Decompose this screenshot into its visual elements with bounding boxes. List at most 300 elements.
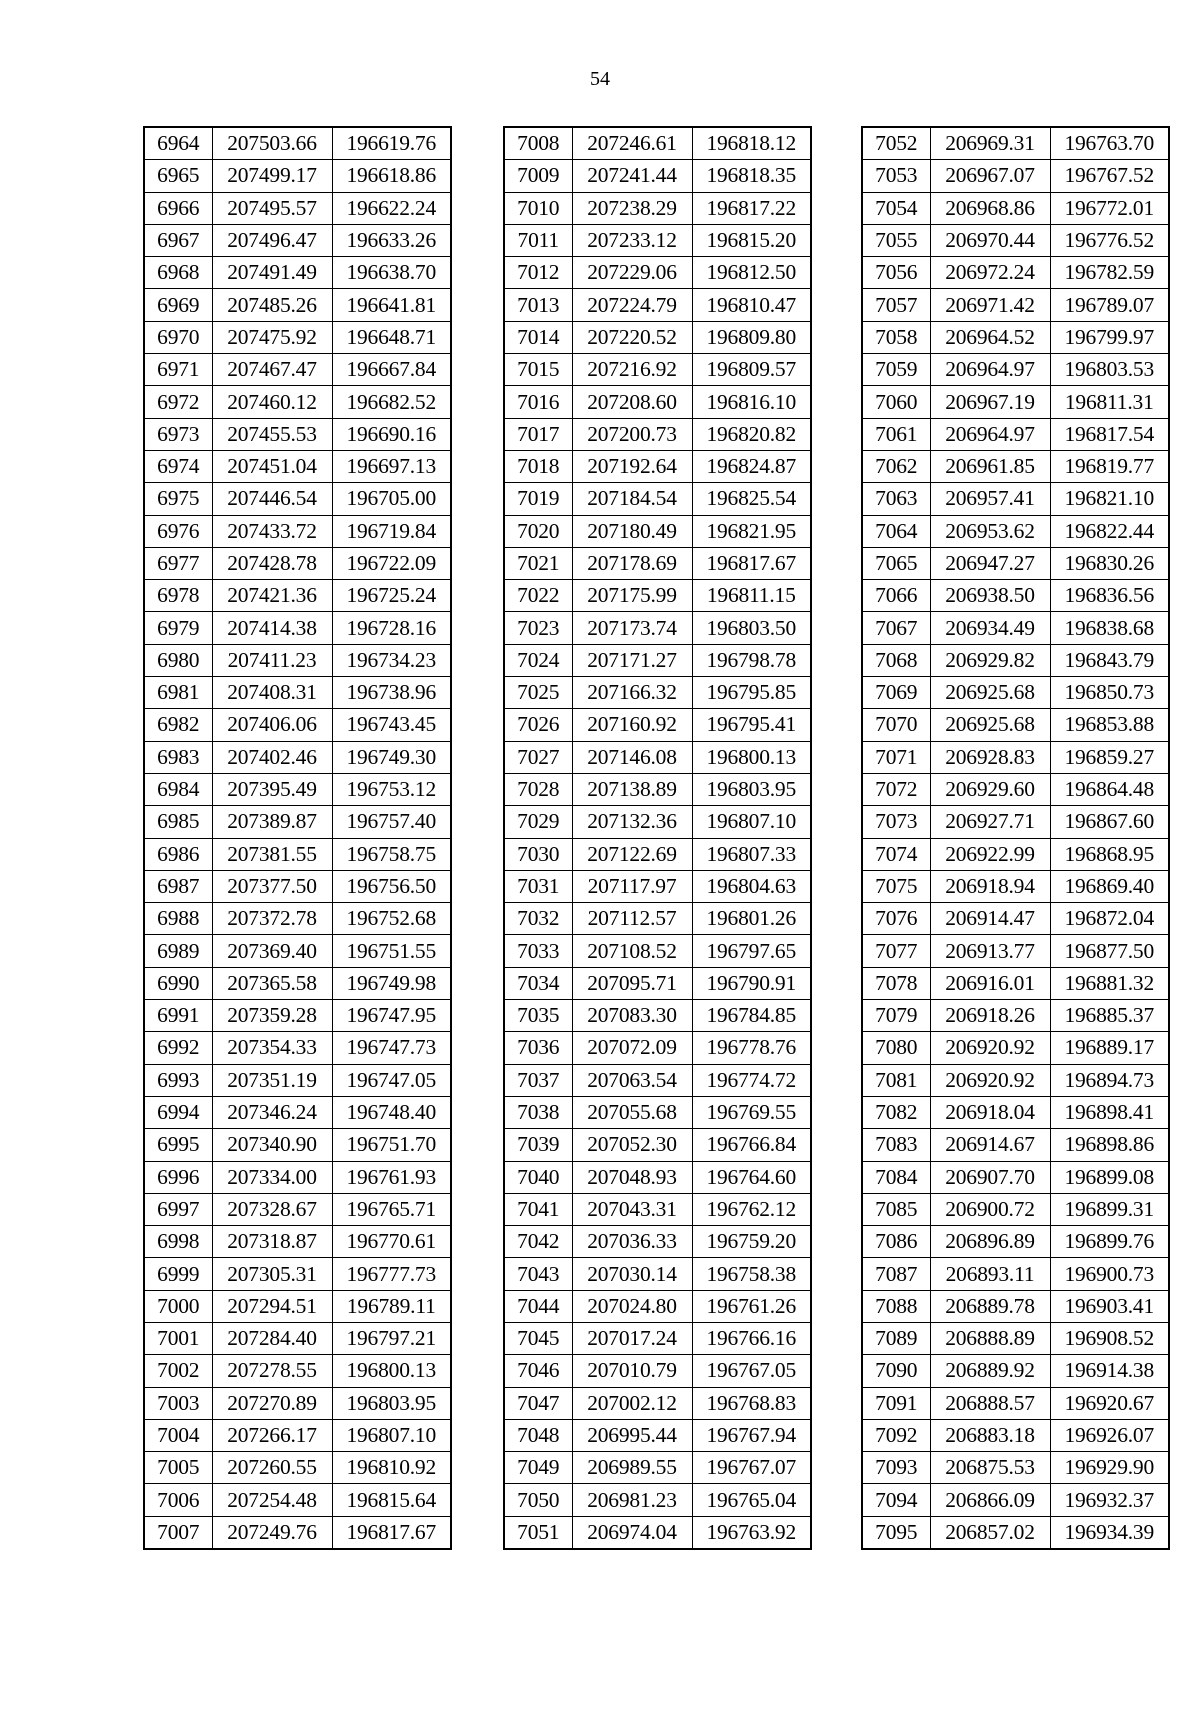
point-id-cell: 6978 [144, 580, 212, 612]
point-id-cell: 7087 [862, 1258, 930, 1290]
x-coordinate-cell: 207048.93 [572, 1161, 692, 1193]
coordinate-tables [143, 126, 1168, 1600]
y-coordinate-cell: 196817.54 [1050, 418, 1169, 450]
y-coordinate-cell: 196843.79 [1050, 644, 1169, 676]
y-coordinate-cell: 196807.10 [692, 806, 811, 838]
point-id-cell: 6990 [144, 967, 212, 999]
y-coordinate-cell: 196667.84 [332, 354, 451, 386]
x-coordinate-cell: 207455.53 [212, 418, 332, 450]
point-id-cell: 7092 [862, 1419, 930, 1451]
table-row [504, 547, 811, 579]
x-coordinate-cell: 206896.89 [930, 1226, 1050, 1258]
x-coordinate-cell: 207002.12 [572, 1387, 692, 1419]
y-coordinate-cell: 196803.95 [692, 773, 811, 805]
y-coordinate-cell: 196803.53 [1050, 354, 1169, 386]
y-coordinate-cell: 196821.10 [1050, 483, 1169, 515]
table-row [862, 709, 1169, 741]
y-coordinate-cell: 196767.05 [692, 1355, 811, 1387]
y-coordinate-cell: 196803.95 [332, 1387, 451, 1419]
point-id-cell: 7020 [504, 515, 572, 547]
y-coordinate-cell: 196903.41 [1050, 1290, 1169, 1322]
table-row [144, 1290, 451, 1322]
y-coordinate-cell: 196836.56 [1050, 580, 1169, 612]
y-coordinate-cell: 196859.27 [1050, 741, 1169, 773]
x-coordinate-cell: 207224.79 [572, 289, 692, 321]
table-row [144, 1322, 451, 1354]
point-id-cell: 7041 [504, 1193, 572, 1225]
y-coordinate-cell: 196622.24 [332, 192, 451, 224]
y-coordinate-cell: 196815.20 [692, 224, 811, 256]
point-id-cell: 6971 [144, 354, 212, 386]
y-coordinate-cell: 196638.70 [332, 257, 451, 289]
table-row [504, 418, 811, 450]
x-coordinate-cell: 207365.58 [212, 967, 332, 999]
x-coordinate-cell: 207112.57 [572, 903, 692, 935]
table-row [504, 1355, 811, 1387]
x-coordinate-cell: 207503.66 [212, 127, 332, 160]
table-row [144, 806, 451, 838]
y-coordinate-cell: 196850.73 [1050, 677, 1169, 709]
table-row [144, 1161, 451, 1193]
point-id-cell: 7062 [862, 450, 930, 482]
point-id-cell: 7004 [144, 1419, 212, 1451]
point-id-cell: 6993 [144, 1064, 212, 1096]
y-coordinate-cell: 196926.07 [1050, 1419, 1169, 1451]
y-coordinate-cell: 196734.23 [332, 644, 451, 676]
table-row [504, 1064, 811, 1096]
point-id-cell: 7050 [504, 1484, 572, 1516]
y-coordinate-cell: 196770.61 [332, 1226, 451, 1258]
x-coordinate-cell: 207414.38 [212, 612, 332, 644]
x-coordinate-cell: 206907.70 [930, 1161, 1050, 1193]
point-id-cell: 7079 [862, 1000, 930, 1032]
point-id-cell: 7040 [504, 1161, 572, 1193]
y-coordinate-cell: 196766.16 [692, 1322, 811, 1354]
x-coordinate-cell: 207208.60 [572, 386, 692, 418]
table-row [504, 677, 811, 709]
table-row [862, 1419, 1169, 1451]
table-row [504, 386, 811, 418]
y-coordinate-cell: 196757.40 [332, 806, 451, 838]
table-row [144, 1516, 451, 1549]
y-coordinate-cell: 196743.45 [332, 709, 451, 741]
x-coordinate-cell: 207238.29 [572, 192, 692, 224]
point-id-cell: 7077 [862, 935, 930, 967]
point-id-cell: 7046 [504, 1355, 572, 1387]
table-row [862, 224, 1169, 256]
point-id-cell: 7007 [144, 1516, 212, 1549]
point-id-cell: 7090 [862, 1355, 930, 1387]
point-id-cell: 6985 [144, 806, 212, 838]
point-id-cell: 6996 [144, 1161, 212, 1193]
table-row [862, 450, 1169, 482]
point-id-cell: 7065 [862, 547, 930, 579]
coordinate-table-1 [143, 126, 452, 1550]
y-coordinate-cell: 196765.04 [692, 1484, 811, 1516]
point-id-cell: 6969 [144, 289, 212, 321]
y-coordinate-cell: 196767.07 [692, 1452, 811, 1484]
x-coordinate-cell: 206889.92 [930, 1355, 1050, 1387]
x-coordinate-cell: 206974.04 [572, 1516, 692, 1549]
x-coordinate-cell: 207446.54 [212, 483, 332, 515]
table-row [504, 1452, 811, 1484]
point-id-cell: 7015 [504, 354, 572, 386]
y-coordinate-cell: 196799.97 [1050, 321, 1169, 353]
table-row [504, 1032, 811, 1064]
y-coordinate-cell: 196725.24 [332, 580, 451, 612]
y-coordinate-cell: 196830.26 [1050, 547, 1169, 579]
y-coordinate-cell: 196747.95 [332, 1000, 451, 1032]
x-coordinate-cell: 206914.47 [930, 903, 1050, 935]
x-coordinate-cell: 207030.14 [572, 1258, 692, 1290]
point-id-cell: 7064 [862, 515, 930, 547]
table-row [504, 644, 811, 676]
x-coordinate-cell: 207254.48 [212, 1484, 332, 1516]
y-coordinate-cell: 196801.26 [692, 903, 811, 935]
table-row [144, 1387, 451, 1419]
x-coordinate-cell: 207460.12 [212, 386, 332, 418]
x-coordinate-cell: 207122.69 [572, 838, 692, 870]
x-coordinate-cell: 207496.47 [212, 224, 332, 256]
x-coordinate-cell: 206929.82 [930, 644, 1050, 676]
y-coordinate-cell: 196810.47 [692, 289, 811, 321]
x-coordinate-cell: 207411.23 [212, 644, 332, 676]
y-coordinate-cell: 196816.10 [692, 386, 811, 418]
x-coordinate-cell: 206981.23 [572, 1484, 692, 1516]
table-row [504, 709, 811, 741]
point-id-cell: 7083 [862, 1129, 930, 1161]
point-id-cell: 6974 [144, 450, 212, 482]
point-id-cell: 7075 [862, 870, 930, 902]
table-row [144, 967, 451, 999]
x-coordinate-cell: 206972.24 [930, 257, 1050, 289]
x-coordinate-cell: 207495.57 [212, 192, 332, 224]
y-coordinate-cell: 196756.50 [332, 870, 451, 902]
y-coordinate-cell: 196761.26 [692, 1290, 811, 1322]
point-id-cell: 7060 [862, 386, 930, 418]
table-row [144, 160, 451, 192]
y-coordinate-cell: 196809.80 [692, 321, 811, 353]
y-coordinate-cell: 196766.84 [692, 1129, 811, 1161]
point-id-cell: 6979 [144, 612, 212, 644]
x-coordinate-cell: 207072.09 [572, 1032, 692, 1064]
table-row [862, 741, 1169, 773]
y-coordinate-cell: 196810.92 [332, 1452, 451, 1484]
table-row [862, 515, 1169, 547]
y-coordinate-cell: 196934.39 [1050, 1516, 1169, 1549]
table-row [144, 644, 451, 676]
table-row [144, 903, 451, 935]
point-id-cell: 7031 [504, 870, 572, 902]
x-coordinate-cell: 207346.24 [212, 1096, 332, 1128]
point-id-cell: 6999 [144, 1258, 212, 1290]
y-coordinate-cell: 196872.04 [1050, 903, 1169, 935]
point-id-cell: 6989 [144, 935, 212, 967]
x-coordinate-cell: 206964.97 [930, 418, 1050, 450]
table-row [862, 192, 1169, 224]
table-row [504, 773, 811, 805]
x-coordinate-cell: 206970.44 [930, 224, 1050, 256]
x-coordinate-cell: 207216.92 [572, 354, 692, 386]
point-id-cell: 7012 [504, 257, 572, 289]
table-row [504, 160, 811, 192]
y-coordinate-cell: 196932.37 [1050, 1484, 1169, 1516]
y-coordinate-cell: 196633.26 [332, 224, 451, 256]
point-id-cell: 7023 [504, 612, 572, 644]
x-coordinate-cell: 207043.31 [572, 1193, 692, 1225]
point-id-cell: 7001 [144, 1322, 212, 1354]
y-coordinate-cell: 196789.07 [1050, 289, 1169, 321]
x-coordinate-cell: 207229.06 [572, 257, 692, 289]
y-coordinate-cell: 196838.68 [1050, 612, 1169, 644]
y-coordinate-cell: 196774.72 [692, 1064, 811, 1096]
table-row [862, 612, 1169, 644]
point-id-cell: 7039 [504, 1129, 572, 1161]
table-row [504, 515, 811, 547]
point-id-cell: 6992 [144, 1032, 212, 1064]
x-coordinate-cell: 206920.92 [930, 1032, 1050, 1064]
x-coordinate-cell: 207369.40 [212, 935, 332, 967]
point-id-cell: 7010 [504, 192, 572, 224]
point-id-cell: 6987 [144, 870, 212, 902]
point-id-cell: 7074 [862, 838, 930, 870]
table-row [862, 967, 1169, 999]
point-id-cell: 7014 [504, 321, 572, 353]
y-coordinate-cell: 196797.65 [692, 935, 811, 967]
y-coordinate-cell: 196818.12 [692, 127, 811, 160]
x-coordinate-cell: 207389.87 [212, 806, 332, 838]
x-coordinate-cell: 207421.36 [212, 580, 332, 612]
x-coordinate-cell: 206964.52 [930, 321, 1050, 353]
y-coordinate-cell: 196767.94 [692, 1419, 811, 1451]
x-coordinate-cell: 206913.77 [930, 935, 1050, 967]
table-row [144, 870, 451, 902]
table-row [144, 612, 451, 644]
table-row [144, 677, 451, 709]
point-id-cell: 7028 [504, 773, 572, 805]
point-id-cell: 6964 [144, 127, 212, 160]
y-coordinate-cell: 196825.54 [692, 483, 811, 515]
table-row [862, 160, 1169, 192]
point-id-cell: 7036 [504, 1032, 572, 1064]
point-id-cell: 7095 [862, 1516, 930, 1549]
point-id-cell: 7081 [862, 1064, 930, 1096]
table-row [144, 741, 451, 773]
x-coordinate-cell: 206961.85 [930, 450, 1050, 482]
x-coordinate-cell: 207451.04 [212, 450, 332, 482]
table-row [504, 1193, 811, 1225]
table-row [144, 935, 451, 967]
x-coordinate-cell: 207499.17 [212, 160, 332, 192]
table-row [862, 644, 1169, 676]
x-coordinate-cell: 206875.53 [930, 1452, 1050, 1484]
table-row [504, 1258, 811, 1290]
point-id-cell: 6970 [144, 321, 212, 353]
y-coordinate-cell: 196784.85 [692, 1000, 811, 1032]
point-id-cell: 7029 [504, 806, 572, 838]
point-id-cell: 7045 [504, 1322, 572, 1354]
x-coordinate-cell: 206938.50 [930, 580, 1050, 612]
x-coordinate-cell: 207467.47 [212, 354, 332, 386]
table-row [862, 1290, 1169, 1322]
x-coordinate-cell: 207377.50 [212, 870, 332, 902]
y-coordinate-cell: 196738.96 [332, 677, 451, 709]
x-coordinate-cell: 207260.55 [212, 1452, 332, 1484]
point-id-cell: 7030 [504, 838, 572, 870]
y-coordinate-cell: 196758.75 [332, 838, 451, 870]
point-id-cell: 7027 [504, 741, 572, 773]
table-row [862, 1161, 1169, 1193]
y-coordinate-cell: 196819.77 [1050, 450, 1169, 482]
table-row [144, 1032, 451, 1064]
x-coordinate-cell: 206918.94 [930, 870, 1050, 902]
table-row [504, 192, 811, 224]
y-coordinate-cell: 196619.76 [332, 127, 451, 160]
table-row [862, 903, 1169, 935]
table-row [862, 1064, 1169, 1096]
x-coordinate-cell: 207402.46 [212, 741, 332, 773]
x-coordinate-cell: 207433.72 [212, 515, 332, 547]
point-id-cell: 7072 [862, 773, 930, 805]
point-id-cell: 6975 [144, 483, 212, 515]
x-coordinate-cell: 206914.67 [930, 1129, 1050, 1161]
x-coordinate-cell: 207108.52 [572, 935, 692, 967]
y-coordinate-cell: 196908.52 [1050, 1322, 1169, 1354]
y-coordinate-cell: 196920.67 [1050, 1387, 1169, 1419]
table-row [862, 127, 1169, 160]
table-row [144, 1258, 451, 1290]
x-coordinate-cell: 206995.44 [572, 1419, 692, 1451]
x-coordinate-cell: 207270.89 [212, 1387, 332, 1419]
x-coordinate-cell: 207175.99 [572, 580, 692, 612]
x-coordinate-cell: 206928.83 [930, 741, 1050, 773]
x-coordinate-cell: 206969.31 [930, 127, 1050, 160]
x-coordinate-cell: 207017.24 [572, 1322, 692, 1354]
y-coordinate-cell: 196798.78 [692, 644, 811, 676]
table-row [504, 806, 811, 838]
x-coordinate-cell: 207233.12 [572, 224, 692, 256]
y-coordinate-cell: 196618.86 [332, 160, 451, 192]
point-id-cell: 7073 [862, 806, 930, 838]
point-id-cell: 7034 [504, 967, 572, 999]
point-id-cell: 7061 [862, 418, 930, 450]
table-row [862, 838, 1169, 870]
point-id-cell: 6995 [144, 1129, 212, 1161]
point-id-cell: 7055 [862, 224, 930, 256]
coordinate-table-2 [503, 126, 812, 1550]
table-row [862, 1258, 1169, 1290]
point-id-cell: 7024 [504, 644, 572, 676]
table-row [862, 773, 1169, 805]
point-id-cell: 7038 [504, 1096, 572, 1128]
y-coordinate-cell: 196758.38 [692, 1258, 811, 1290]
point-id-cell: 7026 [504, 709, 572, 741]
table-row [862, 547, 1169, 579]
x-coordinate-cell: 206916.01 [930, 967, 1050, 999]
point-id-cell: 7056 [862, 257, 930, 289]
point-id-cell: 7054 [862, 192, 930, 224]
point-id-cell: 7058 [862, 321, 930, 353]
point-id-cell: 7089 [862, 1322, 930, 1354]
y-coordinate-cell: 196761.93 [332, 1161, 451, 1193]
y-coordinate-cell: 196795.85 [692, 677, 811, 709]
point-id-cell: 7063 [862, 483, 930, 515]
table-row [144, 354, 451, 386]
table-row [144, 127, 451, 160]
x-coordinate-cell: 207192.64 [572, 450, 692, 482]
x-coordinate-cell: 206883.18 [930, 1419, 1050, 1451]
table-row [862, 1452, 1169, 1484]
table-row [504, 483, 811, 515]
table-row [144, 224, 451, 256]
y-coordinate-cell: 196705.00 [332, 483, 451, 515]
point-id-cell: 7011 [504, 224, 572, 256]
table-row [862, 257, 1169, 289]
point-id-cell: 7044 [504, 1290, 572, 1322]
x-coordinate-cell: 206918.04 [930, 1096, 1050, 1128]
y-coordinate-cell: 196853.88 [1050, 709, 1169, 741]
table-row [144, 483, 451, 515]
x-coordinate-cell: 206947.27 [930, 547, 1050, 579]
x-coordinate-cell: 207428.78 [212, 547, 332, 579]
point-id-cell: 7071 [862, 741, 930, 773]
table-row [504, 741, 811, 773]
y-coordinate-cell: 196768.83 [692, 1387, 811, 1419]
y-coordinate-cell: 196824.87 [692, 450, 811, 482]
x-coordinate-cell: 207372.78 [212, 903, 332, 935]
y-coordinate-cell: 196722.09 [332, 547, 451, 579]
x-coordinate-cell: 207359.28 [212, 1000, 332, 1032]
point-id-cell: 7022 [504, 580, 572, 612]
table-row [504, 580, 811, 612]
x-coordinate-cell: 207180.49 [572, 515, 692, 547]
table-row [504, 224, 811, 256]
table-row [862, 289, 1169, 321]
y-coordinate-cell: 196809.57 [692, 354, 811, 386]
point-id-cell: 7091 [862, 1387, 930, 1419]
table-row [504, 1096, 811, 1128]
table-row [144, 1064, 451, 1096]
point-id-cell: 6998 [144, 1226, 212, 1258]
table-row [144, 547, 451, 579]
y-coordinate-cell: 196898.41 [1050, 1096, 1169, 1128]
table-row [504, 1000, 811, 1032]
y-coordinate-cell: 196812.50 [692, 257, 811, 289]
table-row [144, 418, 451, 450]
table-row [862, 935, 1169, 967]
table-row [504, 935, 811, 967]
table-row [144, 1000, 451, 1032]
point-id-cell: 7000 [144, 1290, 212, 1322]
y-coordinate-cell: 196764.60 [692, 1161, 811, 1193]
point-id-cell: 7035 [504, 1000, 572, 1032]
y-coordinate-cell: 196682.52 [332, 386, 451, 418]
y-coordinate-cell: 196751.70 [332, 1129, 451, 1161]
table-row [862, 1226, 1169, 1258]
table-row [862, 1129, 1169, 1161]
table-row [144, 1419, 451, 1451]
point-id-cell: 7037 [504, 1064, 572, 1096]
x-coordinate-cell: 207173.74 [572, 612, 692, 644]
x-coordinate-cell: 206893.11 [930, 1258, 1050, 1290]
y-coordinate-cell: 196803.50 [692, 612, 811, 644]
x-coordinate-cell: 207166.32 [572, 677, 692, 709]
point-id-cell: 7019 [504, 483, 572, 515]
table-row [504, 1161, 811, 1193]
point-id-cell: 7003 [144, 1387, 212, 1419]
point-id-cell: 6984 [144, 773, 212, 805]
point-id-cell: 6977 [144, 547, 212, 579]
